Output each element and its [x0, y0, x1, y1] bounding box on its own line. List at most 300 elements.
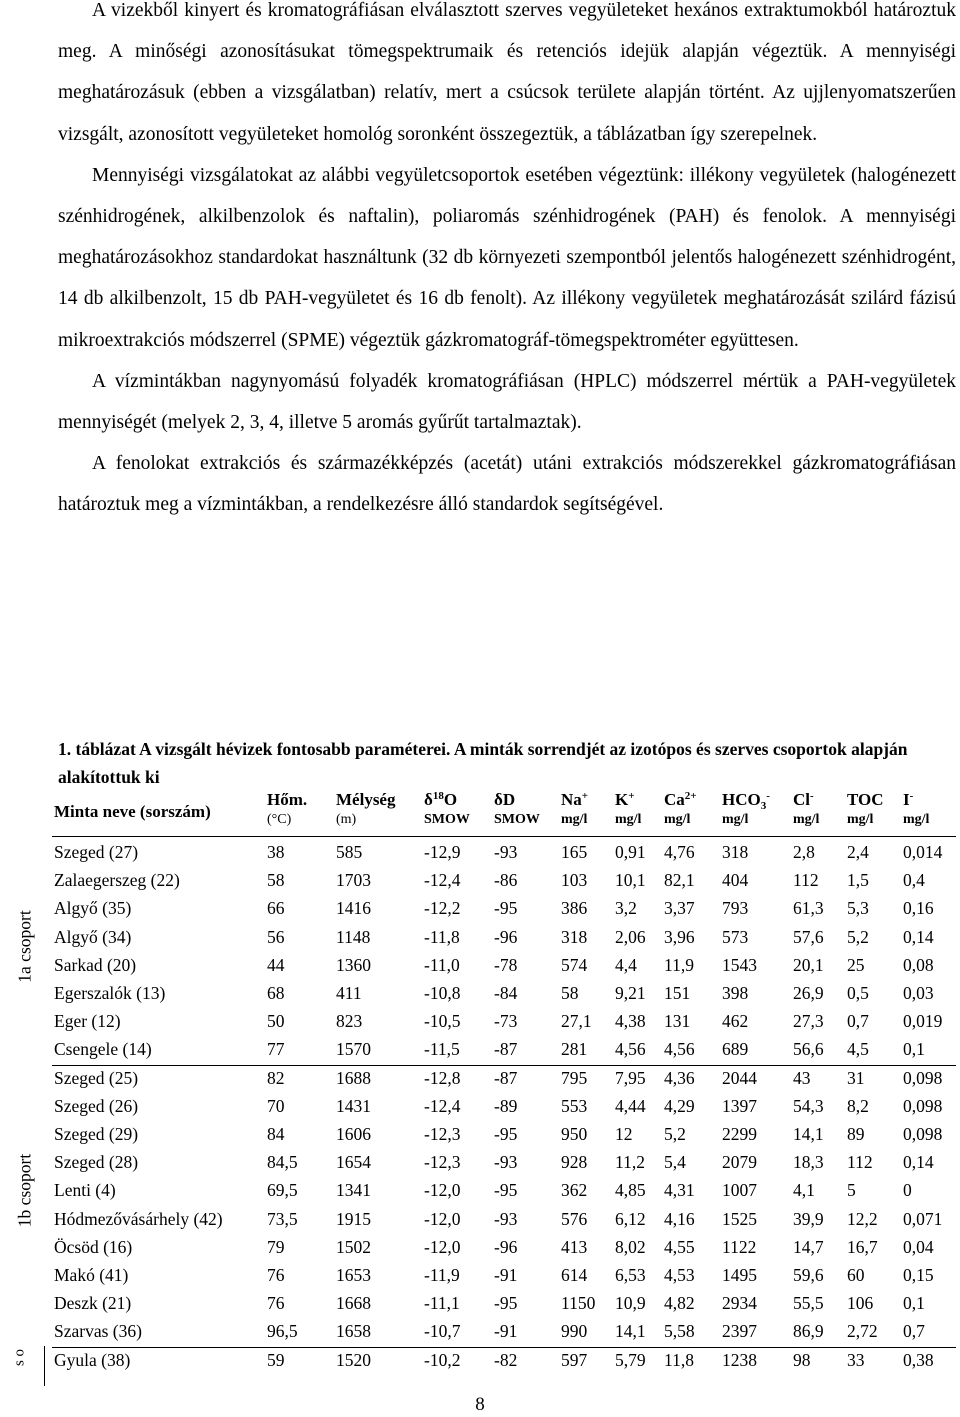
cell-depth: 1653 [336, 1265, 371, 1285]
cell-k: 8,02 [615, 1236, 646, 1257]
cell-k: 6,53 [615, 1265, 646, 1285]
cell-toc: 16,7 [847, 1236, 878, 1257]
cell-hco3: 318 [722, 842, 749, 862]
table-caption: 1. táblázat A vizsgált hévizek fontosabb paraméterei. A minták sorrendjét az izotópos és szerves csoportok alapján alakítottuk ki [58, 739, 908, 787]
table-row [0, 894, 960, 922]
header-rule [52, 836, 956, 837]
cell-temp: 38 [267, 842, 285, 862]
cell-d18o: -11,1 [424, 1293, 460, 1314]
cell-d18o: -12,2 [424, 898, 461, 919]
cell-ca: 4,53 [664, 1265, 695, 1285]
group-line-s-o [44, 1346, 45, 1386]
cell-cl: 43 [793, 1067, 811, 1088]
cell-d18o: -11,5 [424, 1039, 460, 1060]
cell-toc: 106 [847, 1293, 874, 1314]
cell-name: Csengele (14) [54, 1039, 152, 1060]
cell-name: Algyő (35) [54, 898, 132, 919]
cell-dd: -86 [494, 870, 518, 891]
cell-hco3: 2044 [722, 1067, 757, 1088]
cell-d18o: -12,3 [424, 1124, 461, 1144]
paragraph-4: A fenolokat extrakciós és származékképzés (acetát) utáni extrakciós módszerekkel gázkromatográfiásan határoztuk meg a vízmintákban, a rendelkezésre álló standardok segítségével. [58, 453, 956, 516]
cell-cl: 26,9 [793, 983, 824, 1003]
cell-hco3: 398 [722, 983, 749, 1003]
cell-depth: 1606 [336, 1124, 371, 1144]
header-ca-unit: mg/l [664, 812, 691, 827]
header-hco3 [722, 790, 770, 830]
cell-toc: 31 [847, 1067, 865, 1088]
cell-na: 576 [561, 1208, 588, 1229]
group-label-1b: 1b csoport [14, 1153, 35, 1228]
cell-na: 27,1 [561, 1011, 592, 1032]
header-temp [267, 790, 307, 830]
cell-d18o: -10,7 [424, 1321, 461, 1342]
cell-depth: 1915 [336, 1208, 371, 1229]
table-row [0, 979, 960, 1007]
cell-ca: 4,56 [664, 1039, 695, 1060]
page-number: 8 [475, 1394, 485, 1415]
cell-depth: 1431 [336, 1095, 371, 1116]
table-row [0, 1261, 960, 1289]
cell-dd: -78 [494, 954, 518, 975]
cell-i: 0,014 [903, 842, 943, 862]
cell-d18o: -10,5 [424, 1011, 461, 1032]
header-cl-label: Cl [793, 790, 810, 809]
header-na-sup: + [581, 790, 589, 802]
cell-na: 950 [561, 1124, 588, 1144]
cell-name: Zalaegerszeg (22) [54, 870, 180, 891]
cell-depth: 1416 [336, 898, 371, 919]
cell-i: 0,071 [903, 1208, 943, 1229]
cell-name: Szeged (28) [54, 1152, 139, 1173]
cell-dd: -95 [494, 1180, 518, 1201]
cell-k: 0,91 [615, 842, 646, 862]
cell-cl: 14,7 [793, 1236, 824, 1257]
header-i [903, 790, 929, 830]
table-row [0, 1317, 960, 1345]
cell-ca: 4,16 [664, 1208, 695, 1229]
cell-i: 0,14 [903, 926, 934, 947]
cell-hco3: 1397 [722, 1095, 757, 1116]
cell-i: 0,15 [903, 1265, 934, 1285]
group-label-1a: 1a csoport [14, 910, 35, 983]
cell-ca: 5,2 [664, 1124, 686, 1144]
cell-d18o: -12,3 [424, 1152, 461, 1173]
cell-i: 0,098 [903, 1067, 943, 1088]
cell-dd: -95 [494, 1293, 518, 1314]
cell-ca: 4,36 [664, 1067, 695, 1088]
cell-hco3: 2079 [722, 1152, 757, 1173]
cell-name: Eger (12) [54, 1011, 121, 1032]
cell-depth: 1668 [336, 1293, 371, 1314]
table-row [0, 1346, 960, 1374]
cell-k: 2,06 [615, 926, 646, 947]
cell-cl: 39,9 [793, 1208, 824, 1229]
cell-temp: 69,5 [267, 1180, 298, 1201]
header-d18o-o: O [443, 790, 458, 809]
cell-depth: 1570 [336, 1039, 371, 1060]
cell-ca: 4,82 [664, 1293, 695, 1314]
cell-cl: 59,6 [793, 1265, 824, 1285]
cell-name: Sarkad (20) [54, 954, 137, 975]
cell-i: 0,08 [903, 954, 934, 975]
cell-depth: 585 [336, 842, 363, 862]
cell-i: 0,04 [903, 1236, 934, 1257]
table-row [0, 1176, 960, 1204]
cell-dd: -96 [494, 1236, 518, 1257]
header-dd [494, 790, 540, 830]
cell-k: 14,1 [615, 1321, 646, 1342]
cell-na: 413 [561, 1236, 588, 1257]
cell-name: Szarvas (36) [54, 1321, 142, 1342]
cell-cl: 55,5 [793, 1293, 824, 1314]
cell-ca: 4,55 [664, 1236, 695, 1257]
cell-temp: 73,5 [267, 1208, 298, 1229]
cell-dd: -91 [494, 1321, 518, 1342]
cell-hco3: 462 [722, 1011, 749, 1032]
cell-temp: 82 [267, 1067, 285, 1088]
cell-name: Algyő (34) [54, 926, 132, 947]
header-ca [664, 790, 697, 830]
header-i-unit: mg/l [903, 812, 930, 827]
cell-toc: 12,2 [847, 1208, 878, 1229]
cell-hco3: 1495 [722, 1265, 757, 1285]
cell-dd: -95 [494, 1124, 518, 1144]
cell-temp: 84 [267, 1124, 285, 1144]
cell-hco3: 2299 [722, 1124, 757, 1144]
cell-toc: 0,7 [847, 1011, 869, 1032]
cell-i: 0,019 [903, 1011, 943, 1032]
cell-hco3: 793 [722, 898, 749, 919]
cell-ca: 11,9 [664, 954, 694, 975]
header-cl-unit: mg/l [793, 812, 820, 827]
cell-cl: 14,1 [793, 1124, 824, 1144]
header-d18o-unit: SMOW [424, 812, 470, 827]
cell-name: Szeged (27) [54, 842, 139, 862]
cell-i: 0,16 [903, 898, 934, 919]
cell-temp: 59 [267, 1349, 285, 1370]
cell-i: 0 [903, 1180, 912, 1201]
header-name: Minta neve (sorszám) [54, 802, 211, 821]
group-separator [52, 1065, 956, 1066]
cell-ca: 3,96 [664, 926, 695, 947]
cell-na: 318 [561, 926, 588, 947]
cell-d18o: -12,4 [424, 1095, 461, 1116]
cell-cl: 4,1 [793, 1180, 815, 1201]
cell-na: 103 [561, 870, 588, 891]
cell-name: Szeged (29) [54, 1124, 139, 1144]
header-k-unit: mg/l [615, 812, 642, 827]
cell-hco3: 1122 [722, 1236, 757, 1257]
cell-depth: 1654 [336, 1152, 371, 1173]
cell-toc: 4,5 [847, 1039, 869, 1060]
cell-na: 597 [561, 1349, 588, 1370]
cell-k: 11,2 [615, 1152, 645, 1173]
cell-name: Egerszalók (13) [54, 983, 166, 1003]
header-cl [793, 790, 819, 830]
cell-temp: 77 [267, 1039, 285, 1060]
header-toc [847, 790, 884, 830]
cell-k: 5,79 [615, 1349, 646, 1370]
cell-na: 1150 [561, 1293, 596, 1314]
cell-toc: 0,5 [847, 983, 869, 1003]
cell-name: Szeged (25) [54, 1067, 139, 1088]
header-ca-label: Ca [664, 790, 685, 809]
header-depth [336, 790, 395, 830]
header-toc-label: TOC [847, 790, 884, 809]
cell-name: Makó (41) [54, 1265, 129, 1285]
paragraph-2: Mennyiségi vizsgálatokat az alábbi vegyületcsoportok esetében végeztünk: illékony vegyületek (halogénezett szénhidrogének, alkilbenzolok és naftalin), poliaromás szénhidrogének (PAH) és fenolok. A mennyiségi meghatározásokhoz standardokat használtunk (32 db környezeti szempontból jelentős halogénezett szénhidrogént, 14 db alkilbenzolt, 15 db PAH-vegyületet és 16 db fenolt). Az illékony vegyületek meghatározását szilárd fázisú mikroextrakciós módszerrel (SPME) végeztük gázkromatográf-tömegspektrométer együttesen. [58, 164, 956, 351]
cell-depth: 1341 [336, 1180, 371, 1201]
cell-hco3: 1007 [722, 1180, 757, 1201]
cell-hco3: 1238 [722, 1349, 757, 1370]
cell-i: 0,03 [903, 983, 934, 1003]
cell-name: Hódmezővásárhely (42) [54, 1208, 223, 1229]
cell-hco3: 2397 [722, 1321, 757, 1342]
cell-d18o: -11,8 [424, 926, 460, 947]
cell-depth: 1520 [336, 1349, 371, 1370]
cell-na: 386 [561, 898, 588, 919]
header-hco3-sub: 3 [760, 800, 767, 812]
cell-depth: 1703 [336, 870, 371, 891]
cell-cl: 61,3 [793, 898, 824, 919]
header-temp-unit: (°C) [267, 812, 292, 827]
cell-na: 553 [561, 1095, 588, 1116]
cell-cl: 18,3 [793, 1152, 824, 1173]
cell-cl: 2,8 [793, 842, 815, 862]
cell-cl: 27,3 [793, 1011, 824, 1032]
cell-toc: 5,3 [847, 898, 869, 919]
cell-k: 4,38 [615, 1011, 646, 1032]
cell-temp: 66 [267, 898, 285, 919]
header-na-unit: mg/l [561, 812, 588, 827]
cell-k: 9,21 [615, 983, 646, 1003]
cell-name: Deszk (21) [54, 1293, 132, 1314]
cell-cl: 56,6 [793, 1039, 824, 1060]
table-row [0, 1205, 960, 1233]
table-row [0, 923, 960, 951]
cell-d18o: -11,0 [424, 954, 460, 975]
cell-dd: -82 [494, 1349, 518, 1370]
cell-hco3: 404 [722, 870, 749, 891]
header-hco3-sup: - [766, 790, 770, 802]
cell-temp: 76 [267, 1293, 285, 1314]
table-row [0, 1092, 960, 1120]
cell-temp: 44 [267, 954, 285, 975]
cell-i: 0,4 [903, 870, 925, 891]
header-d18o-sup: 18 [432, 790, 444, 802]
cell-name: Öcsöd (16) [54, 1236, 133, 1257]
cell-cl: 86,9 [793, 1321, 824, 1342]
header-na [561, 790, 588, 830]
cell-na: 614 [561, 1265, 588, 1285]
cell-k: 6,12 [615, 1208, 646, 1229]
header-hco3-label: HCO [722, 790, 761, 809]
table-row [0, 1120, 960, 1148]
table-row [0, 1064, 960, 1092]
header-k-label: K [615, 790, 629, 809]
cell-ca: 151 [664, 983, 691, 1003]
cell-ca: 5,58 [664, 1321, 695, 1342]
cell-hco3: 2934 [722, 1293, 757, 1314]
cell-name: Gyula (38) [54, 1349, 131, 1370]
header-ca-sup: 2+ [684, 790, 697, 802]
cell-temp: 96,5 [267, 1321, 298, 1342]
table-row [0, 951, 960, 979]
cell-na: 990 [561, 1321, 588, 1342]
group-separator [52, 1347, 956, 1348]
cell-temp: 68 [267, 983, 285, 1003]
cell-hco3: 1525 [722, 1208, 757, 1229]
cell-d18o: -12,0 [424, 1208, 461, 1229]
cell-ca: 5,4 [664, 1152, 686, 1173]
cell-d18o: -12,0 [424, 1236, 461, 1257]
header-i-sup: - [909, 790, 914, 802]
cell-depth: 1502 [336, 1236, 371, 1257]
header-hco3-unit: mg/l [722, 812, 749, 827]
cell-toc: 1,5 [847, 870, 869, 891]
cell-cl: 54,3 [793, 1095, 824, 1116]
cell-toc: 5 [847, 1180, 856, 1201]
cell-k: 10,1 [615, 870, 646, 891]
header-dd-unit: SMOW [494, 812, 540, 827]
cell-toc: 60 [847, 1265, 865, 1285]
cell-toc: 2,4 [847, 842, 869, 862]
cell-toc: 33 [847, 1349, 865, 1370]
header-cl-sup: - [810, 790, 814, 802]
cell-dd: -93 [494, 1152, 518, 1173]
cell-na: 58 [561, 983, 579, 1003]
cell-ca: 4,31 [664, 1180, 695, 1201]
cell-toc: 89 [847, 1124, 865, 1144]
cell-k: 3,2 [615, 898, 637, 919]
cell-temp: 84,5 [267, 1152, 298, 1173]
cell-k: 4,85 [615, 1180, 646, 1201]
cell-i: 0,098 [903, 1124, 943, 1144]
body-text [58, 0, 956, 526]
cell-k: 12 [615, 1124, 633, 1144]
cell-na: 574 [561, 954, 588, 975]
cell-k: 7,95 [615, 1067, 646, 1088]
cell-dd: -89 [494, 1095, 518, 1116]
header-d18o [424, 790, 470, 830]
cell-na: 281 [561, 1039, 588, 1060]
cell-na: 362 [561, 1180, 588, 1201]
paragraph-1: A vizekből kinyert és kromatográfiásan elválasztott szerves vegyületeket hexános extraktumokból határoztuk meg. A minőségi azonosításukat tömegspektrumaik és retenciós idejük alapján végeztük. A mennyiségi meghatározásuk (ebben a vizsgálatban) relatív, mert a csúcsok területe alapján történt. Az ujjlenyomatszerűen vizsgált, azonosított vegyületeket homológ soronként összegeztük, a táblázatban így szerepelnek. [58, 0, 956, 145]
cell-na: 795 [561, 1067, 588, 1088]
cell-k: 10,9 [615, 1293, 646, 1314]
cell-i: 0,38 [903, 1349, 934, 1370]
cell-dd: -96 [494, 926, 518, 947]
cell-toc: 2,72 [847, 1321, 878, 1342]
cell-depth: 1148 [336, 926, 371, 947]
header-temp-label: Hőm. [267, 790, 308, 809]
cell-toc: 112 [847, 1152, 873, 1173]
cell-depth: 823 [336, 1011, 363, 1032]
cell-ca: 11,8 [664, 1349, 694, 1370]
cell-ca: 3,37 [664, 898, 695, 919]
cell-depth: 411 [336, 983, 362, 1003]
cell-k: 4,4 [615, 954, 637, 975]
header-dd-label: δD [494, 790, 516, 809]
cell-d18o: -12,8 [424, 1067, 461, 1088]
table-row [0, 866, 960, 894]
cell-depth: 1360 [336, 954, 371, 975]
cell-dd: -93 [494, 1208, 518, 1229]
cell-ca: 4,29 [664, 1095, 695, 1116]
header-toc-unit: mg/l [847, 812, 874, 827]
cell-i: 0,1 [903, 1293, 925, 1314]
cell-name: Szeged (26) [54, 1095, 139, 1116]
cell-dd: -87 [494, 1067, 518, 1088]
cell-cl: 57,6 [793, 926, 824, 947]
cell-i: 0,1 [903, 1039, 925, 1060]
cell-toc: 8,2 [847, 1095, 869, 1116]
header-k-sup: + [628, 790, 635, 802]
cell-cl: 98 [793, 1349, 811, 1370]
cell-dd: -95 [494, 898, 518, 919]
cell-temp: 76 [267, 1265, 285, 1285]
cell-temp: 50 [267, 1011, 285, 1032]
cell-toc: 25 [847, 954, 865, 975]
cell-hco3: 573 [722, 926, 749, 947]
cell-hco3: 1543 [722, 954, 757, 975]
cell-d18o: -12,0 [424, 1180, 461, 1201]
cell-depth: 1688 [336, 1067, 371, 1088]
cell-ca: 4,76 [664, 842, 695, 862]
paragraph-3: A vízmintákban nagynyomású folyadék kromatográfiásan (HPLC) módszerrel mértük a PAH-vegyületek mennyiségét (melyek 2, 3, 4, illetve 5 aromás gyűrűt tartalmaztak). [58, 370, 956, 434]
cell-name: Lenti (4) [54, 1180, 116, 1201]
cell-i: 0,098 [903, 1095, 943, 1116]
table-row [0, 1035, 960, 1063]
cell-cl: 20,1 [793, 954, 824, 975]
cell-i: 0,14 [903, 1152, 934, 1173]
group-label-s-o: s o [11, 1348, 28, 1367]
cell-d18o: -10,8 [424, 983, 461, 1003]
cell-k: 4,56 [615, 1039, 646, 1060]
cell-na: 165 [561, 842, 588, 862]
table-row [0, 1148, 960, 1176]
cell-toc: 5,2 [847, 926, 869, 947]
cell-temp: 79 [267, 1236, 285, 1257]
cell-i: 0,7 [903, 1321, 925, 1342]
cell-dd: -93 [494, 842, 518, 862]
header-d18o-delta: δ [424, 790, 433, 809]
cell-d18o: -10,2 [424, 1349, 461, 1370]
table-row [0, 838, 960, 866]
cell-ca: 131 [664, 1011, 691, 1032]
cell-temp: 56 [267, 926, 285, 947]
cell-cl: 112 [793, 870, 819, 891]
cell-na: 928 [561, 1152, 588, 1173]
cell-ca: 82,1 [664, 870, 695, 891]
cell-d18o: -12,9 [424, 842, 461, 862]
table-row [0, 1007, 960, 1035]
cell-k: 4,44 [615, 1095, 646, 1116]
cell-temp: 70 [267, 1095, 285, 1116]
cell-dd: -91 [494, 1265, 518, 1285]
header-i-label: I [903, 790, 910, 809]
header-depth-unit: (m) [336, 812, 357, 827]
cell-dd: -87 [494, 1039, 518, 1060]
table-row [0, 1233, 960, 1261]
cell-dd: -73 [494, 1011, 518, 1032]
cell-hco3: 689 [722, 1039, 749, 1060]
table-row [0, 1289, 960, 1317]
header-na-label: Na [561, 790, 582, 809]
header-depth-label: Mélység [336, 790, 396, 809]
cell-temp: 58 [267, 870, 285, 891]
cell-d18o: -11,9 [424, 1265, 460, 1285]
